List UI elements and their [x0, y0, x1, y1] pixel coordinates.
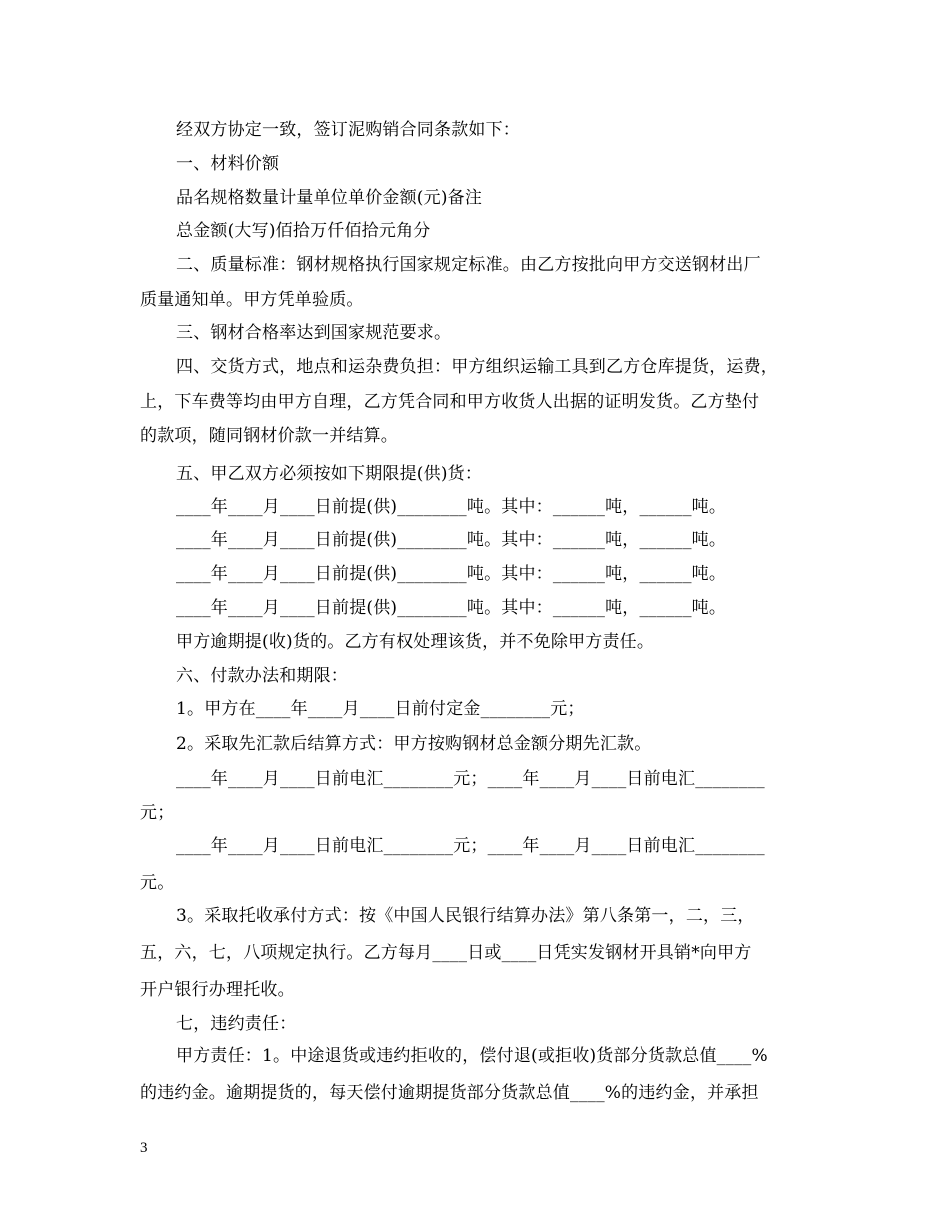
text-line: ____年____月____日前提(供)________吨。其中：______吨，______吨。: [176, 598, 727, 618]
text-line: 元。: [140, 873, 175, 893]
text-line: 甲方责任：1。中途退货或违约拒收的，偿付退(或拒收)货部分货款总值____%: [176, 1046, 768, 1066]
text-line: 3。采取托收承付方式：按《中国人民银行结算办法》第八条第一，二，三，: [176, 906, 755, 926]
text-line: 元；: [140, 803, 175, 823]
text-line: 总金额(大写)佰拾万仟佰拾元角分: [176, 221, 431, 241]
text-line: 三、钢材合格率达到国家规范要求。: [176, 323, 452, 343]
text-line: 品名规格数量计量单位单价金额(元)备注: [176, 188, 483, 208]
text-line: 一、材料价额: [176, 154, 280, 174]
text-line: 的款项，随同钢材价款一并结算。: [140, 426, 398, 446]
text-line: 的违约金。逾期提货的，每天偿付逾期提货部分货款总值____%的违约金，并承担: [140, 1083, 759, 1103]
text-line: 二、质量标准：钢材规格执行国家规定标准。由乙方按批向甲方交送钢材出厂: [176, 255, 761, 275]
text-line: ____年____月____日前电汇________元；____年____月____日前电汇________: [176, 769, 765, 789]
text-line: 七，违约责任：: [176, 1014, 297, 1034]
text-line: 质量通知单。甲方凭单验质。: [140, 290, 364, 310]
page-number: 3: [140, 1140, 148, 1156]
text-line: 2。采取先汇款后结算方式：甲方按购钢材总金额分期先汇款。: [176, 734, 652, 754]
text-line: 开户银行办理托收。: [140, 980, 295, 1000]
text-line: 五、甲乙双方必须按如下期限提(供)货：: [176, 464, 483, 484]
text-line: 六、付款办法和期限：: [176, 666, 348, 686]
text-line: ____年____月____日前电汇________元；____年____月____日前电汇________: [176, 836, 765, 856]
text-line: 甲方逾期提(收)货的。乙方有权处理该货，并不免除甲方责任。: [176, 632, 655, 652]
text-line: 四、交货方式，地点和运杂费负担：甲方组织运输工具到乙方仓库提货，运费，: [176, 357, 778, 377]
text-line: 经双方协定一致，签订泥购销合同条款如下：: [176, 120, 520, 140]
text-line: ____年____月____日前提(供)________吨。其中：______吨，______吨。: [176, 564, 727, 584]
text-line: 上，下车费等均由甲方自理，乙方凭合同和甲方收货人出据的证明发货。乙方垫付: [140, 392, 760, 412]
text-line: ____年____月____日前提(供)________吨。其中：______吨，______吨。: [176, 530, 727, 550]
text-line: ____年____月____日前提(供)________吨。其中：______吨，______吨。: [176, 497, 727, 517]
text-line: 1。甲方在____年____月____日前付定金________元；: [176, 699, 585, 719]
text-line: 五，六，七，八项规定执行。乙方每月____日或____日凭实发钢材开具销*向甲方: [140, 943, 752, 963]
